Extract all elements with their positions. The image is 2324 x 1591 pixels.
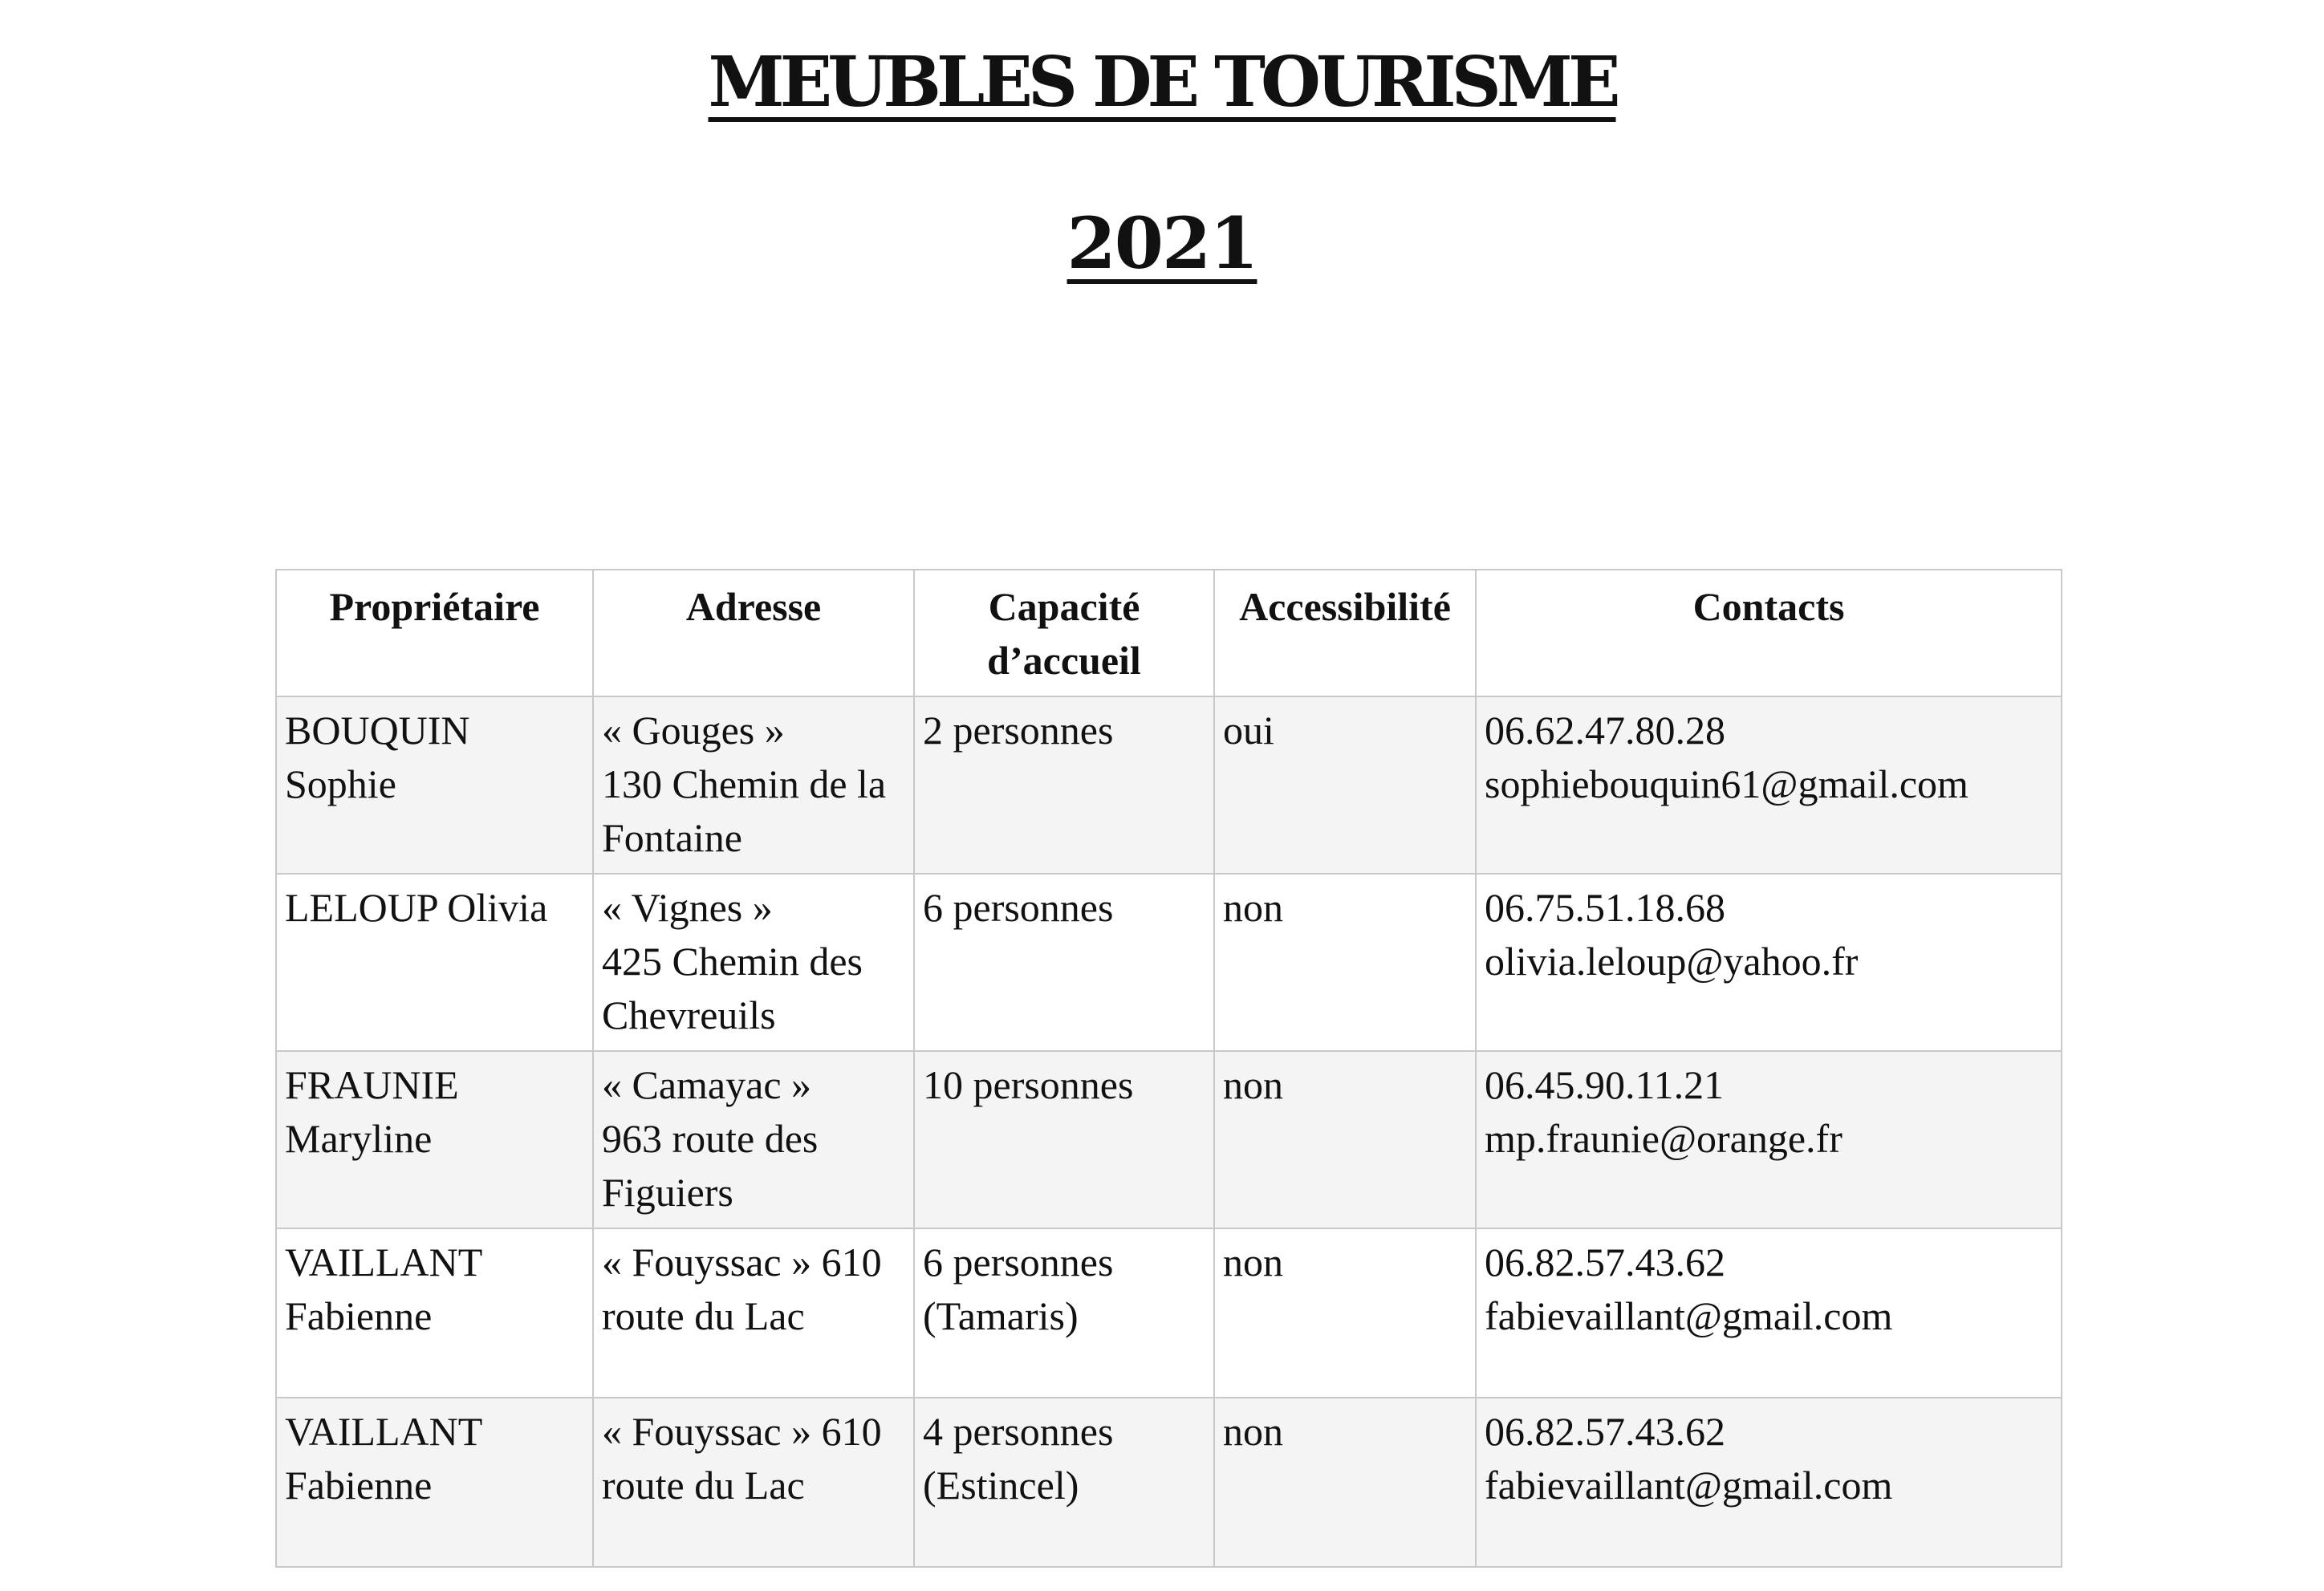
owner-cell: LELOUP Olivia [276,874,593,1051]
contacts-cell [1476,696,2062,874]
table-header-row [276,570,2062,696]
email-address: olivia.leloup@yahoo.fr [1485,939,1859,984]
capacity-cell: 2 personnes [914,696,1214,874]
accessibility-cell: non [1214,1398,1476,1567]
contacts-cell [1476,1228,2062,1398]
phone-number: 06.45.90.11.21 [1485,1062,1725,1107]
accessibility-cell: non [1214,1228,1476,1398]
owner-cell: VAILLANT Fabienne [276,1398,593,1567]
email-address: mp.fraunie@orange.fr [1485,1116,1843,1161]
tourism-furnished-rentals-table [275,569,2062,1568]
table-row [276,1398,2062,1567]
email-address: fabievaillant@gmail.com [1485,1293,1893,1338]
document-year: 2021 [1067,201,1257,285]
address-cell: « Camayac » 963 route des Figuiers [593,1051,914,1228]
capacity-cell: 6 personnes [914,874,1214,1051]
document-title: MEUBLES DE TOURISME [708,42,1616,123]
header-owner: Propriétaire [276,570,593,696]
contacts-cell [1476,874,2062,1051]
email-address: sophiebouquin61@gmail.com [1485,761,1968,806]
capacity-cell: 10 personnes [914,1051,1214,1228]
table-row [276,874,2062,1051]
email-address: fabievaillant@gmail.com [1485,1463,1893,1508]
table-row [276,1051,2062,1228]
capacity-cell: 4 personnes (Estincel) [914,1398,1214,1567]
accessibility-cell: oui [1214,696,1476,874]
owner-cell: BOUQUIN Sophie [276,696,593,874]
header-address: Adresse [593,570,914,696]
contacts-cell [1476,1051,2062,1228]
table-row [276,696,2062,874]
address-cell: « Fouyssac » 610 route du Lac [593,1228,914,1398]
capacity-cell: 6 personnes (Tamaris) [914,1228,1214,1398]
table-row [276,1228,2062,1398]
owner-cell: FRAUNIE Maryline [276,1051,593,1228]
header-capacity: Capacité d’accueil [914,570,1214,696]
phone-number: 06.75.51.18.68 [1485,885,1725,930]
phone-number: 06.62.47.80.28 [1485,708,1725,753]
header-accessibility: Accessibilité [1214,570,1476,696]
contacts-cell [1476,1398,2062,1567]
phone-number: 06.82.57.43.62 [1485,1409,1725,1454]
address-cell: « Fouyssac » 610 route du Lac [593,1398,914,1567]
owner-cell: VAILLANT Fabienne [276,1228,593,1398]
header-contacts: Contacts [1476,570,2062,696]
address-cell: « Vignes » 425 Chemin des Chevreuils [593,874,914,1051]
accessibility-cell: non [1214,1051,1476,1228]
phone-number: 06.82.57.43.62 [1485,1240,1725,1285]
address-cell: « Gouges » 130 Chemin de la Fontaine [593,696,914,874]
accessibility-cell: non [1214,874,1476,1051]
